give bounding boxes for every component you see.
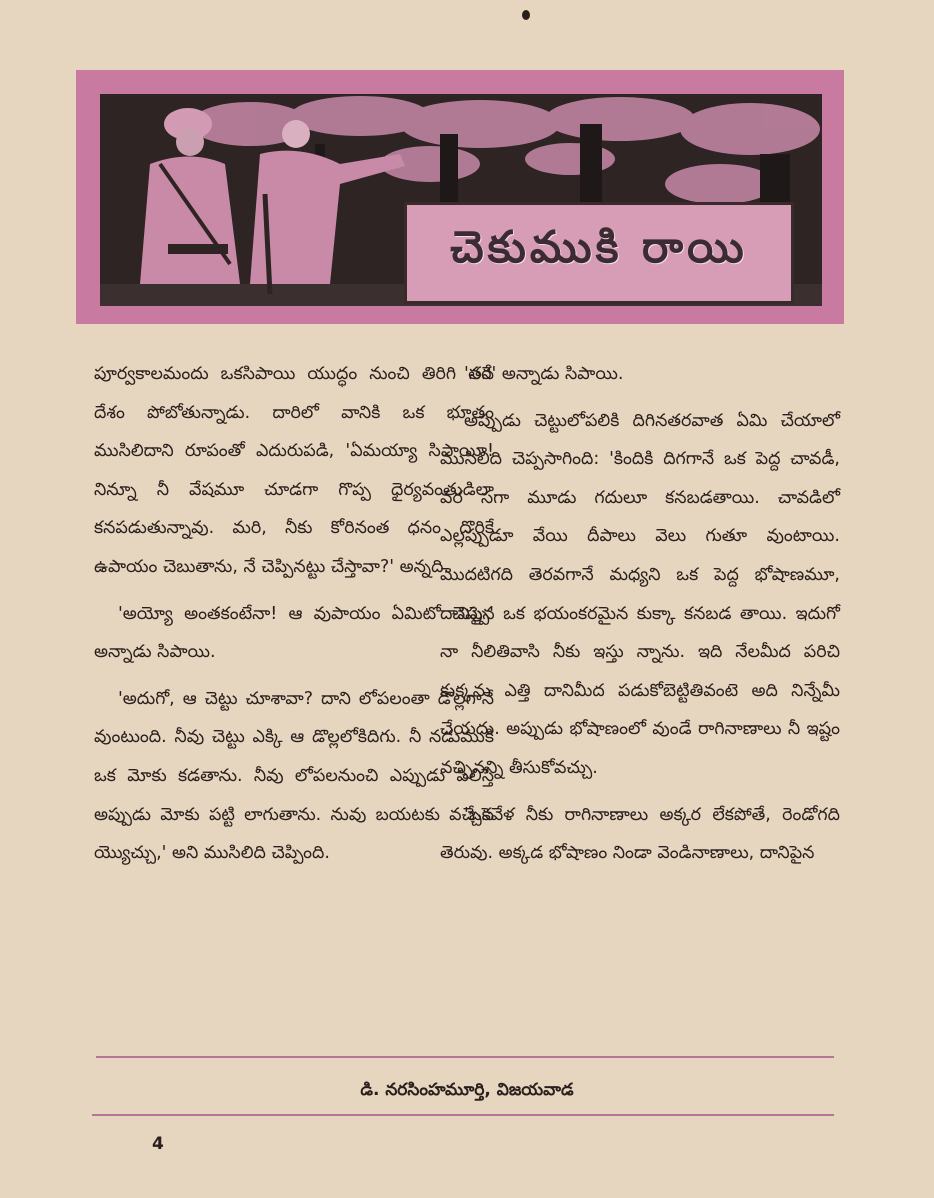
paragraph: [94, 595, 494, 672]
paragraph: [440, 402, 840, 788]
story-title: చెకుముకి రాయి: [450, 222, 748, 273]
paragraph: [94, 680, 494, 873]
paragraph: [94, 355, 494, 587]
title-panel: [404, 202, 794, 304]
footer-rule-bottom: [92, 1114, 834, 1116]
paragraph-text: అప్పుడు చెట్టులోపలికి దిగినతరవాత ఏమి చేయాలో ముసిలిది చెప్పసాగింది: 'కిందికి దిగగానే ఒక పెద్ద చావడీ, వర సగా మూడు గదులూ కనబడతాయి. చావడిలో ఎల్లప్పుడూ వేయి దీపాలు వెలు గుతూ వుంటాయి. మొదటిగది తెరవగానే మధ్యని ఒక పెద్ద భోషాణమూ, దానిపైన ఒక భయంకరమైన కుక్కా కనబడ తాయి. ఇదుగో నా నీలితివాసి నీకు ఇస్తు న్నాను. ఇది నేలమీద పరిచి కుక్కను ఎత్తి దానిమీద పడుకోబెట్టితివంటె అది నిన్నేమీ చేయదు. అప్పుడు భోషాణంలో వుండే రాగినాణాలు నీ ఇష్టం వచ్చినన్ని తీసుకోవచ్చు.: [440, 410, 840, 778]
paragraph: [440, 355, 840, 394]
right-column: [440, 355, 840, 881]
paragraph-text: 'సరే' అన్నాడు సిపాయి.: [464, 364, 624, 384]
paragraph-text: 'ఒకవేళ నీకు రాగినాణాలు అక్కర లేకపోతే, రెండోగది తెరువు. అక్కడ భోషాణం నిండా వెండినాణాలు, దానిపైన: [440, 804, 840, 864]
title-banner: [76, 70, 844, 324]
ink-spot: [522, 10, 530, 20]
paragraph-text: పూర్వకాలమందు ఒకసిపాయి యుద్ధం నుంచి తిరిగి తన దేశం పోబోతున్నాడు. దారిలో వానికి ఒక భూతం ముసిలిదాని రూపంతో ఎదురుపడి, 'ఏమయ్యా సిపాయీ! నిన్నూ నీ వేషమూ చూడగా గొప్ప ధైర్యవంతుడిలా కనపడుతున్నావు. మరి, నీకు కోరినంత ధనం దొరికే ఉపాయం చెబుతాను, నే చెప్పినట్టు చేస్తావా?' అన్నది.: [94, 364, 494, 577]
paragraph-text: 'అయ్యో అంతకంటేనా! ఆ వుపాయం ఏమిటో చెప్పు' అన్నాడు సిపాయి.: [94, 603, 494, 663]
paragraph: [440, 796, 840, 873]
left-column: [94, 355, 494, 881]
paragraph-text: 'అదుగో, ఆ చెట్టు చూశావా? దాని లోపలంతా డొల్లగానే వుంటుంది. నీవు చెట్టు ఎక్కి ఆ డొల్లలోకిదిగు. నీ నడుముకి ఒక మోకు కడతాను. నీవు లోపలనుంచి ఎప్పుడు పిలిస్తే అప్పుడు మోకు పట్టి లాగుతాను. నువు బయటకు వచ్చేసె య్యొచ్చు,' అని ముసిలిది చెప్పింది.: [94, 688, 494, 864]
page-number: 4: [152, 1134, 164, 1154]
footer-rule-top: [96, 1056, 834, 1058]
story-illustration: [100, 94, 822, 306]
author-credit: డి. నరసింహమూర్తి, విజయవాడ: [360, 1080, 574, 1100]
